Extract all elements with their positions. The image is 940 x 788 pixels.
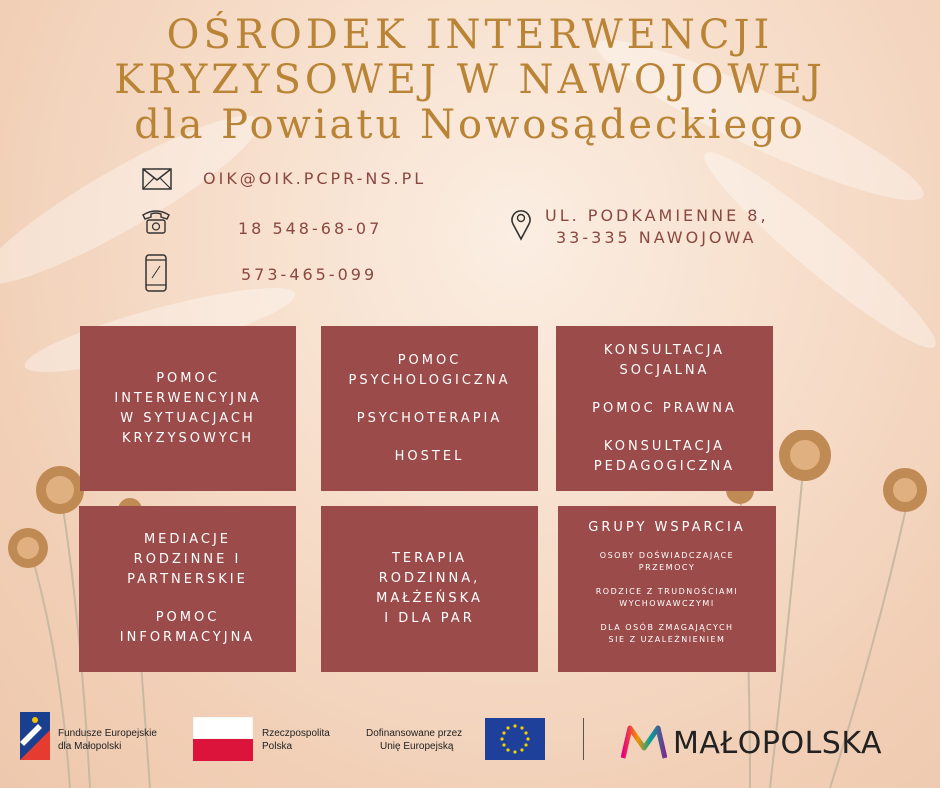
box-text: RODZICE Z TRUDNOŚCIAMI — [595, 587, 739, 596]
box-text: PSYCHOLOGICZNA — [348, 372, 511, 388]
title-line-2: KRYZYSOWEJ W NAWOJOWEJ — [114, 57, 826, 103]
box-text: PEDAGOGICZNA — [593, 458, 736, 474]
box-text: INTERWENCYJNA — [114, 390, 262, 406]
service-box-consultations — [556, 326, 773, 491]
footer-divider — [583, 718, 584, 760]
box-text: PRZEMOCY — [638, 563, 696, 572]
box-text: WYCHOWAWCZYMI — [619, 599, 715, 608]
box-text: POMOC — [156, 370, 220, 386]
phone-text[interactable]: 18 548-68-07 — [238, 219, 383, 238]
box-text: KRYZYSOWYCH — [122, 430, 254, 446]
box-text: HOSTEL — [394, 448, 465, 464]
service-box-family-therapy — [321, 506, 538, 672]
fe-line-2: dla Małopolski — [58, 741, 122, 752]
telephone-icon — [141, 207, 171, 235]
box-text: DLA OSÓB ZMAGAJĄCYCH — [600, 623, 734, 632]
smartphone-icon — [144, 254, 168, 292]
box-text: KONSULTACJA — [603, 438, 726, 454]
box-text: POMOC — [155, 610, 220, 625]
box-text: POMOC — [397, 352, 462, 368]
box-text: POMOC PRAWNA — [592, 400, 737, 416]
email-text[interactable]: OIK@OIK.PCPR-NS.PL — [203, 169, 427, 188]
malopolska-wordmark: MAŁOPOLSKA — [673, 726, 883, 761]
box-text: PSYCHOTERAPIA — [356, 410, 503, 426]
box-text: SIE Z UZALEŻNIENIEM — [608, 635, 726, 644]
eu-line-2: Unię Europejską — [380, 741, 454, 752]
box-text: RODZINNE I — [133, 552, 242, 567]
envelope-icon — [142, 168, 172, 190]
box-text: OSOBY DOŚWIADCZAJĄCE — [599, 551, 735, 560]
rp-line-1: Rzeczpospolita — [262, 728, 330, 739]
box-text: PARTNERSKIE — [127, 572, 248, 587]
fe-line-1: Fundusze Europejskie — [58, 728, 157, 739]
service-box-mediation — [79, 506, 296, 672]
support-groups-heading: GRUPY WSPARCIA — [588, 520, 746, 535]
box-text: MEDIACJE — [143, 532, 232, 547]
location-pin-icon — [510, 207, 532, 241]
service-box-support-groups — [558, 506, 776, 672]
box-text: SOCJALNA — [619, 362, 710, 378]
address-line-1: UL. PODKAMIENNE 8, — [545, 206, 769, 225]
service-box-crisis-intervention — [80, 326, 296, 491]
eu-flag-icon — [485, 718, 545, 760]
box-text: W SYTUACJACH — [120, 410, 256, 426]
polish-flag-icon — [193, 717, 253, 761]
malopolska-logo-icon — [621, 724, 667, 760]
mobile-text[interactable]: 573-465-099 — [241, 265, 378, 284]
title-line-3: dla Powiatu Nowosądeckiego — [134, 102, 806, 148]
fe-logo — [20, 712, 50, 760]
box-text: MAŁŻEŃSKA — [376, 591, 483, 606]
title-line-1: OŚRODEK INTERWENCJI — [166, 12, 774, 58]
box-text: TERAPIA — [391, 551, 468, 566]
service-box-psychological — [321, 326, 538, 491]
rp-line-2: Polska — [262, 741, 293, 752]
box-text: INFORMACYJNA — [119, 630, 256, 645]
box-text: KONSULTACJA — [603, 342, 726, 358]
eu-line-1: Dofinansowane przez — [366, 728, 463, 739]
box-text: RODZINNA, — [378, 571, 481, 586]
address-line-2: 33-335 NAWOJOWA — [556, 228, 757, 247]
box-text: I DLA PAR — [384, 611, 475, 626]
